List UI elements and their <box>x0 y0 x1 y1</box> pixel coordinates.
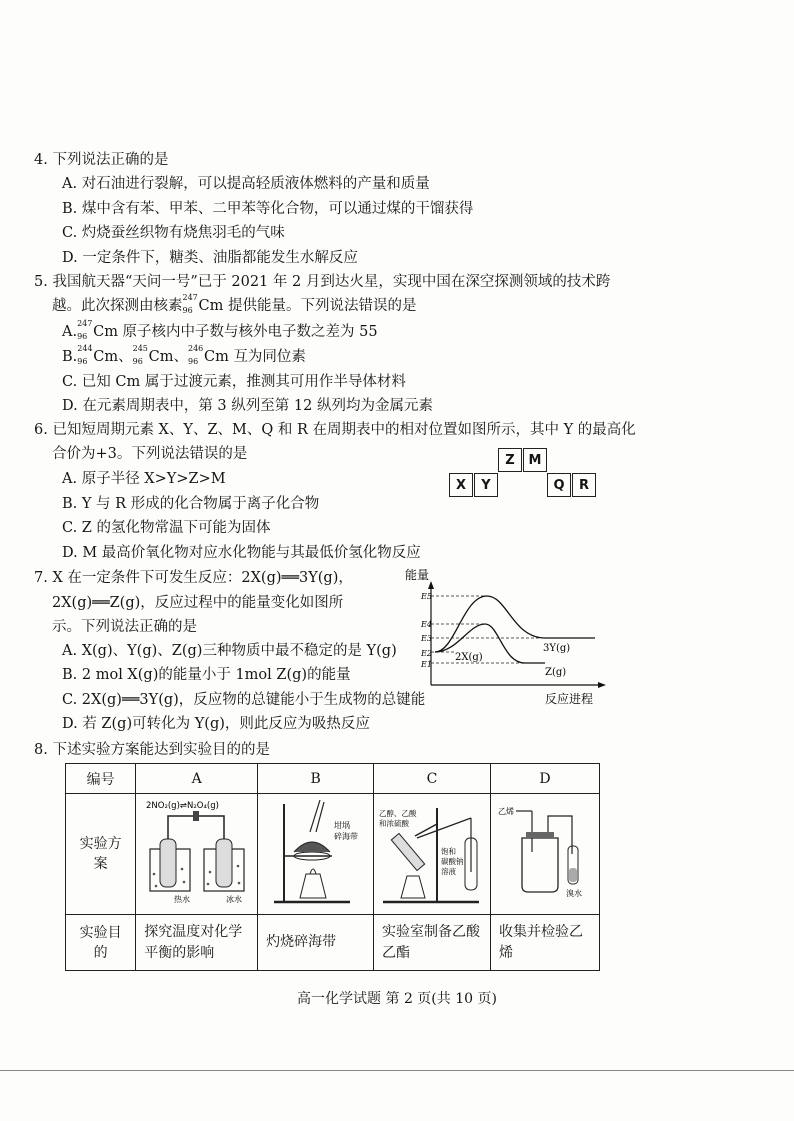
level-e3: E3 <box>421 634 432 643</box>
q6-option-c: C. Z 的氢化物常温下可能为固体 <box>62 520 271 536</box>
q7-stem-line3: 示。下列说法正确的是 <box>52 619 197 635</box>
row-label-scheme: 实验方案 <box>66 794 136 915</box>
apparatus-a <box>136 794 258 915</box>
nuclide-cm247-a: 247 96 <box>77 319 93 341</box>
q5-stem-line1: 5. 我国航天器“天问一号”已于 2021 年 2 月到达火星，实现中国在深空探测领域的技术跨 <box>34 274 611 290</box>
cell-r: R <box>572 473 596 497</box>
b-seaweed: 碎海带 <box>333 832 358 841</box>
q4-option-d: D. 一定条件下，糖类、油脂都能发生水解反应 <box>62 250 358 266</box>
d-ethylene: 乙烯 <box>498 807 514 816</box>
q4-stem: 4. 下列说法正确的是 <box>34 152 169 168</box>
cell-z: Z <box>498 448 522 472</box>
nuclide-cm246: 246 96 <box>187 344 204 366</box>
purpose-b: 灼烧碎海带 <box>258 915 374 971</box>
label-2x: 2X(g) <box>455 652 483 663</box>
b-crucible: 坩埚 <box>333 821 350 830</box>
header-a: A <box>136 764 258 794</box>
apparatus-c <box>374 794 491 915</box>
apparatus-d <box>491 794 600 915</box>
q7-option-b: B. 2 mol X(g)的能量小于 1mol Z(g)的能量 <box>62 667 351 683</box>
header-b: B <box>258 764 374 794</box>
q7-stem-line1: 7. X 在一定条件下可发生反应：2X(g)══3Y(g)， <box>34 570 353 586</box>
q7-stem-line2: 2X(g)══Z(g)，反应过程中的能量变化如图所 <box>52 595 344 611</box>
c-reagent-line1: 乙醇、乙酸 <box>379 809 417 818</box>
q7-option-c: C. 2X(g)══3Y(g)，反应物的总键能小于生成物的总键能 <box>62 692 426 708</box>
q7-option-d: D. 若 Z(g)可转化为 Y(g)，则此反应为吸热反应 <box>62 716 370 732</box>
cell-y: Y <box>474 473 498 497</box>
cell-x: X <box>449 473 473 497</box>
q5-stem-text-end: Cm 提供能量。下列说法错误的是 <box>198 298 417 314</box>
a-hot-water: 热水 <box>173 895 190 904</box>
q5-stem-text: 越。此次探测由核素 <box>52 298 183 314</box>
q4-option-a: A. 对石油进行裂解，可以提高轻质液体燃料的产量和质量 <box>62 176 430 192</box>
c-solution-line2: 碳酸钠 <box>441 857 464 866</box>
q6-option-b: B. Y 与 R 形成的化合物属于离子化合物 <box>62 496 320 512</box>
level-e5: E5 <box>421 592 432 601</box>
header-c: C <box>374 764 491 794</box>
nuclide-cm245: 245 96 <box>132 344 148 366</box>
energy-diagram <box>395 565 610 710</box>
label-z: Z(g) <box>545 667 567 678</box>
level-e1: E1 <box>421 660 432 669</box>
c-solution-line3: 溶液 <box>441 867 457 876</box>
c-reagent-line2: 和浓硫酸 <box>379 819 410 828</box>
label-3y: 3Y(g) <box>543 643 571 654</box>
nuclide-cm247: 247 96 <box>182 293 198 315</box>
purpose-a: 探究温度对化学平衡的影响 <box>136 915 258 971</box>
energy-axis-label: 能量 <box>405 568 430 582</box>
q4-option-b: B. 煤中含有苯、甲苯、二甲苯等化合物，可以通过煤的干馏获得 <box>62 201 474 217</box>
experiment-table <box>65 763 600 971</box>
q4-option-c: C. 灼烧蚕丝织物有烧焦羽毛的气味 <box>62 225 285 241</box>
apparatus-b <box>258 794 374 915</box>
page-footer: 高一化学试题 第 2 页(共 10 页) <box>297 991 497 1007</box>
a-equation: 2NO₂(g)⇌N₂O₄(g) <box>145 801 219 811</box>
d-bromine-water: 溴水 <box>566 889 582 898</box>
a-ice-water: 冰水 <box>225 895 242 904</box>
progress-axis-label: 反应进程 <box>545 692 594 706</box>
nuclide-cm244: 244 96 <box>77 344 93 366</box>
purpose-d: 收集并检验乙烯 <box>491 915 600 971</box>
bottom-rule <box>0 1070 794 1071</box>
q6-option-d: D. M 最高价氧化物对应水化物能与其最低价氢化物反应 <box>62 545 421 561</box>
q5-option-c: C. 已知 Cm 属于过渡元素，推测其可用作半导体材料 <box>62 374 406 390</box>
level-e4: E4 <box>421 620 432 629</box>
q5-option-b: B. 244 96 Cm、 245 96 Cm、 246 96 Cm 互为同位素 <box>62 344 306 366</box>
q6-stem-line1: 6. 已知短周期元素 X、Y、Z、M、Q 和 R 在周期表中的相对位置如图所示，其中 Y 的最高化 <box>34 422 636 438</box>
q6-stem-line2: 合价为+3。下列说法错误的是 <box>52 446 248 462</box>
q8-stem: 8. 下述实验方案能达到实验目的的是 <box>34 742 270 758</box>
q7-option-a: A. X(g)、Y(g)、Z(g)三种物质中最不稳定的是 Y(g) <box>62 643 397 659</box>
table-row-purpose <box>66 915 600 971</box>
c-solution-line1: 饱和 <box>441 847 457 856</box>
q5-stem-line2 <box>52 293 417 316</box>
header-label: 编号 <box>66 764 136 794</box>
purpose-c: 实验室制备乙酸乙酯 <box>374 915 491 971</box>
q5-option-d: D. 在元素周期表中，第 3 纵列至第 12 纵列均为金属元素 <box>62 398 433 414</box>
cell-q: Q <box>547 473 571 497</box>
table-header-row <box>66 764 600 794</box>
cell-m: M <box>523 448 547 472</box>
q5-option-a: A. 247 96 Cm 原子核内中子数与核外电子数之差为 55 <box>62 319 378 341</box>
level-e2: E2 <box>421 649 432 658</box>
header-d: D <box>491 764 600 794</box>
row-label-purpose: 实验目的 <box>66 915 136 971</box>
table-row-scheme <box>66 794 600 915</box>
q6-option-a: A. 原子半径 X>Y>Z>M <box>62 471 226 487</box>
